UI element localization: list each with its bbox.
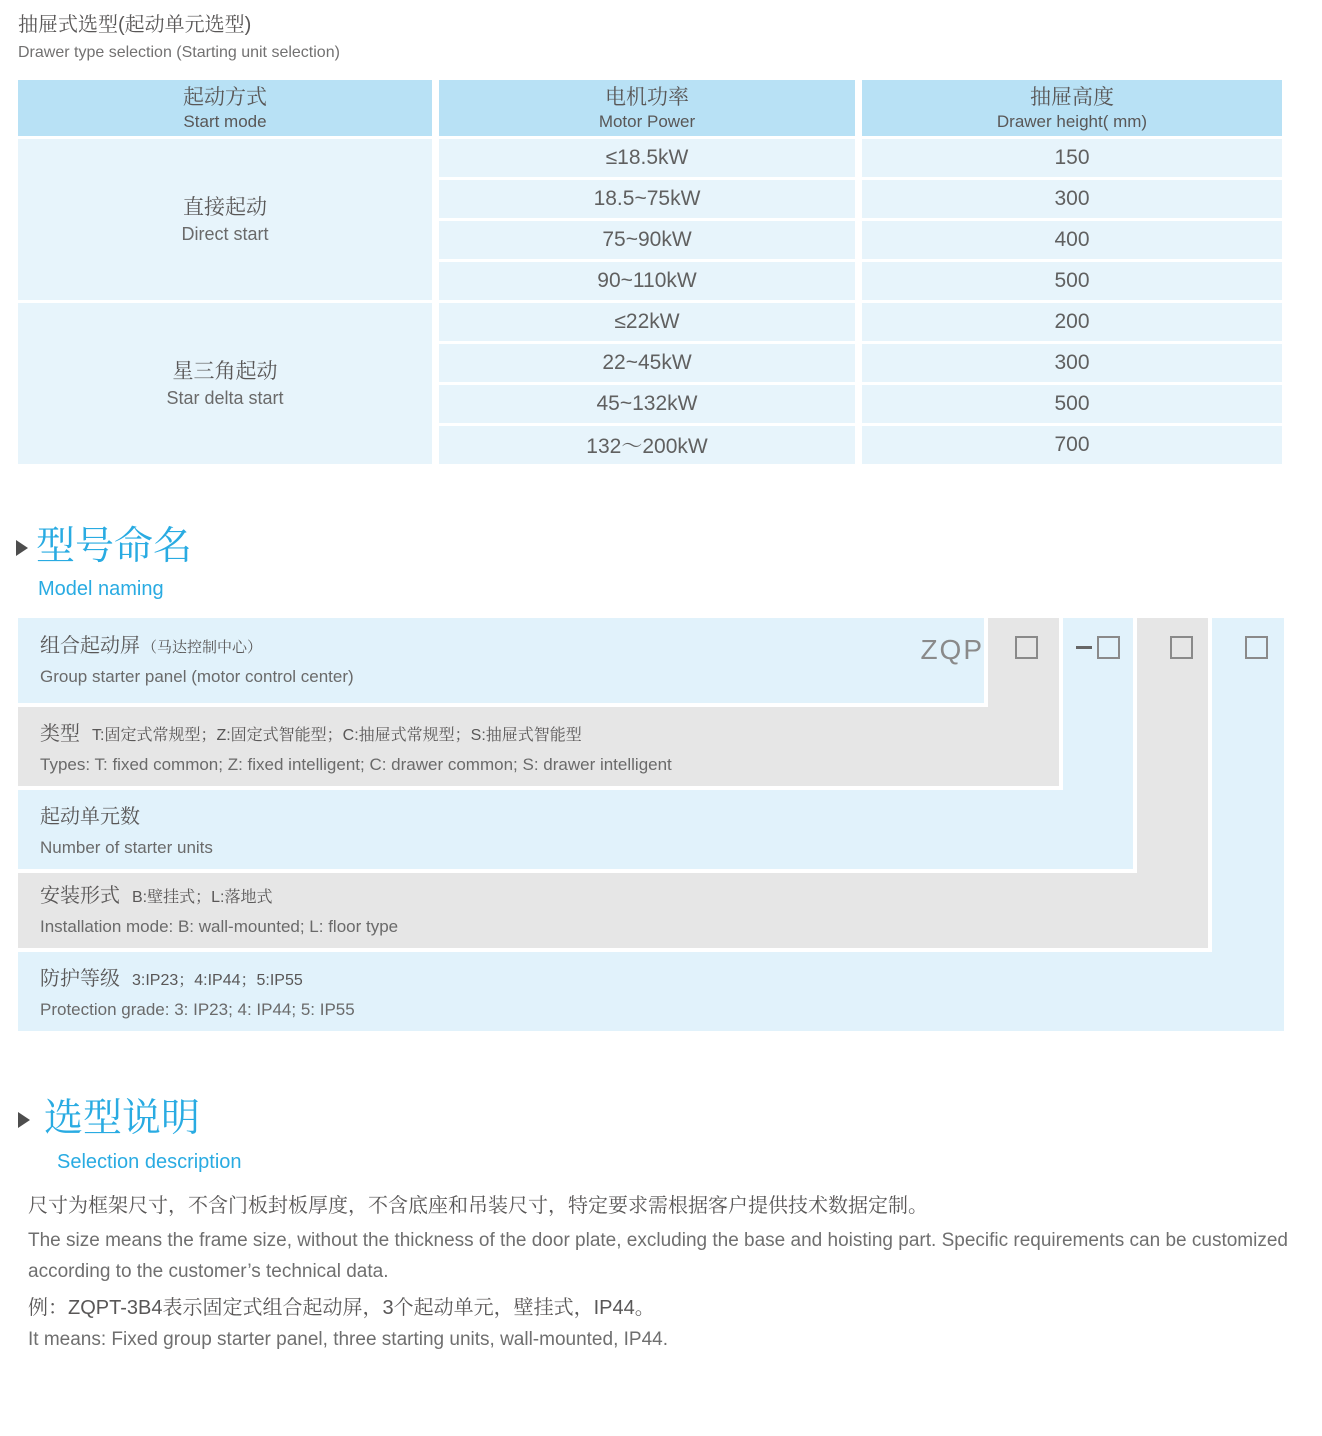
naming-label-cn: 类型 [40, 723, 80, 745]
power-cell: 132～200kW [439, 426, 855, 464]
model-naming-heading-cn: 型号命名 [36, 525, 193, 568]
header-motor-power-en: Motor Power [598, 112, 696, 131]
model-naming-heading-en: Model naming [38, 578, 164, 600]
height-cell: 500 [862, 385, 1282, 423]
model-code-box [1097, 636, 1120, 659]
naming-detail-cn: 3:IP23；4:IP44；5:IP55 [132, 972, 303, 989]
desc-example-en: It means: Fixed group starter panel, three starting units, wall-mounted, IP44. [28, 1329, 668, 1350]
power-cell: 90~110kW [439, 262, 855, 300]
desc-line-en: The size means the frame size, without the thickness of the door plate, excluding the base and hoisting part. Specific requirements can be customized according to the customer’s technical data. [28, 1230, 1288, 1282]
naming-label-cn: 组合起动屏 [40, 635, 140, 657]
header-drawer-height-cn: 抽屉高度 [1030, 86, 1114, 109]
naming-row-text [40, 964, 355, 1023]
doc-title-en: Drawer type selection (Starting unit selection) [18, 44, 340, 61]
power-cell: 75~90kW [439, 221, 855, 259]
naming-detail-cn: （马达控制中心） [142, 639, 263, 656]
header-drawer-height-en: Drawer height( mm) [996, 112, 1148, 131]
model-naming-diagram [18, 618, 1288, 1035]
naming-detail-cn: T:固定式常规型；Z:固定式智能型；C:抽屉式常规型；S:抽屉式智能型 [92, 727, 582, 744]
model-code-dash [1076, 646, 1092, 649]
selection-heading-en: Selection description [57, 1151, 242, 1173]
height-cell: 300 [862, 344, 1282, 382]
height-cell: 400 [862, 221, 1282, 259]
mode-star-cn: 星三角起动 [172, 359, 278, 383]
height-cell: 700 [862, 426, 1282, 464]
header-drawer-height [862, 80, 1282, 136]
model-code-box [1015, 636, 1038, 659]
model-code-prefix: ZQP [920, 634, 984, 665]
mode-cell-star-delta [18, 303, 432, 464]
naming-row-group-starter-panel [18, 618, 988, 707]
power-cell: ≤22kW [439, 303, 855, 341]
header-motor-power-cn: 电机功率 [605, 86, 689, 109]
section-arrow-icon [18, 1112, 30, 1128]
power-cell: ≤18.5kW [439, 139, 855, 177]
desc-example-cn: 例：ZQPT-3B4表示固定式组合起动屏，3个起动单元，壁挂式，IP44。 [28, 1297, 655, 1319]
mode-star-en: Star delta start [166, 387, 284, 408]
selection-description [28, 1191, 1290, 1355]
height-cell: 300 [862, 180, 1282, 218]
naming-row-text [40, 802, 213, 861]
height-cell: 500 [862, 262, 1282, 300]
naming-row-text [40, 618, 354, 703]
model-code-box [1245, 636, 1268, 659]
header-start-mode-en: Start mode [183, 112, 267, 131]
header-start-mode-cn: 起动方式 [183, 86, 267, 109]
power-cell: 45~132kW [439, 385, 855, 423]
naming-label-en: Types: T: fixed common; Z: fixed intelligent; C: drawer common; S: drawer intelligent [40, 755, 672, 774]
naming-label-en: Installation mode: B: wall-mounted; L: floor type [40, 917, 399, 936]
naming-row-text [40, 719, 672, 778]
naming-label-cn: 防护等级 [40, 968, 120, 990]
doc-title [18, 12, 340, 64]
naming-label-en: Number of starter units [40, 838, 213, 857]
naming-label-cn: 安装形式 [40, 885, 120, 907]
height-cell: 150 [862, 139, 1282, 177]
naming-label-en: Group starter panel (motor control center) [40, 667, 354, 686]
mode-direct-cn: 直接起动 [183, 195, 267, 219]
power-cell: 22~45kW [439, 344, 855, 382]
power-cell: 18.5~75kW [439, 180, 855, 218]
mode-direct-en: Direct start [181, 223, 269, 244]
section-arrow-icon [16, 540, 28, 556]
naming-detail-cn: B:壁挂式；L:落地式 [132, 889, 273, 906]
drawer-selection-table [18, 80, 1282, 464]
naming-label-en: Protection grade: 3: IP23; 4: IP44; 5: IP55 [40, 1000, 355, 1019]
height-cell: 200 [862, 303, 1282, 341]
mode-cell-direct-start [18, 139, 432, 300]
header-start-mode [18, 80, 432, 136]
naming-row-text [40, 881, 398, 940]
doc-title-cn: 抽屉式选型(起动单元选型) [18, 14, 252, 36]
model-code-box [1170, 636, 1193, 659]
header-motor-power [439, 80, 855, 136]
selection-heading-cn: 选型说明 [44, 1097, 201, 1140]
naming-label-cn: 起动单元数 [40, 806, 140, 828]
desc-line-cn: 尺寸为框架尺寸，不含门板封板厚度，不含底座和吊装尺寸，特定要求需根据客户提供技术数据定制。 [28, 1195, 928, 1217]
